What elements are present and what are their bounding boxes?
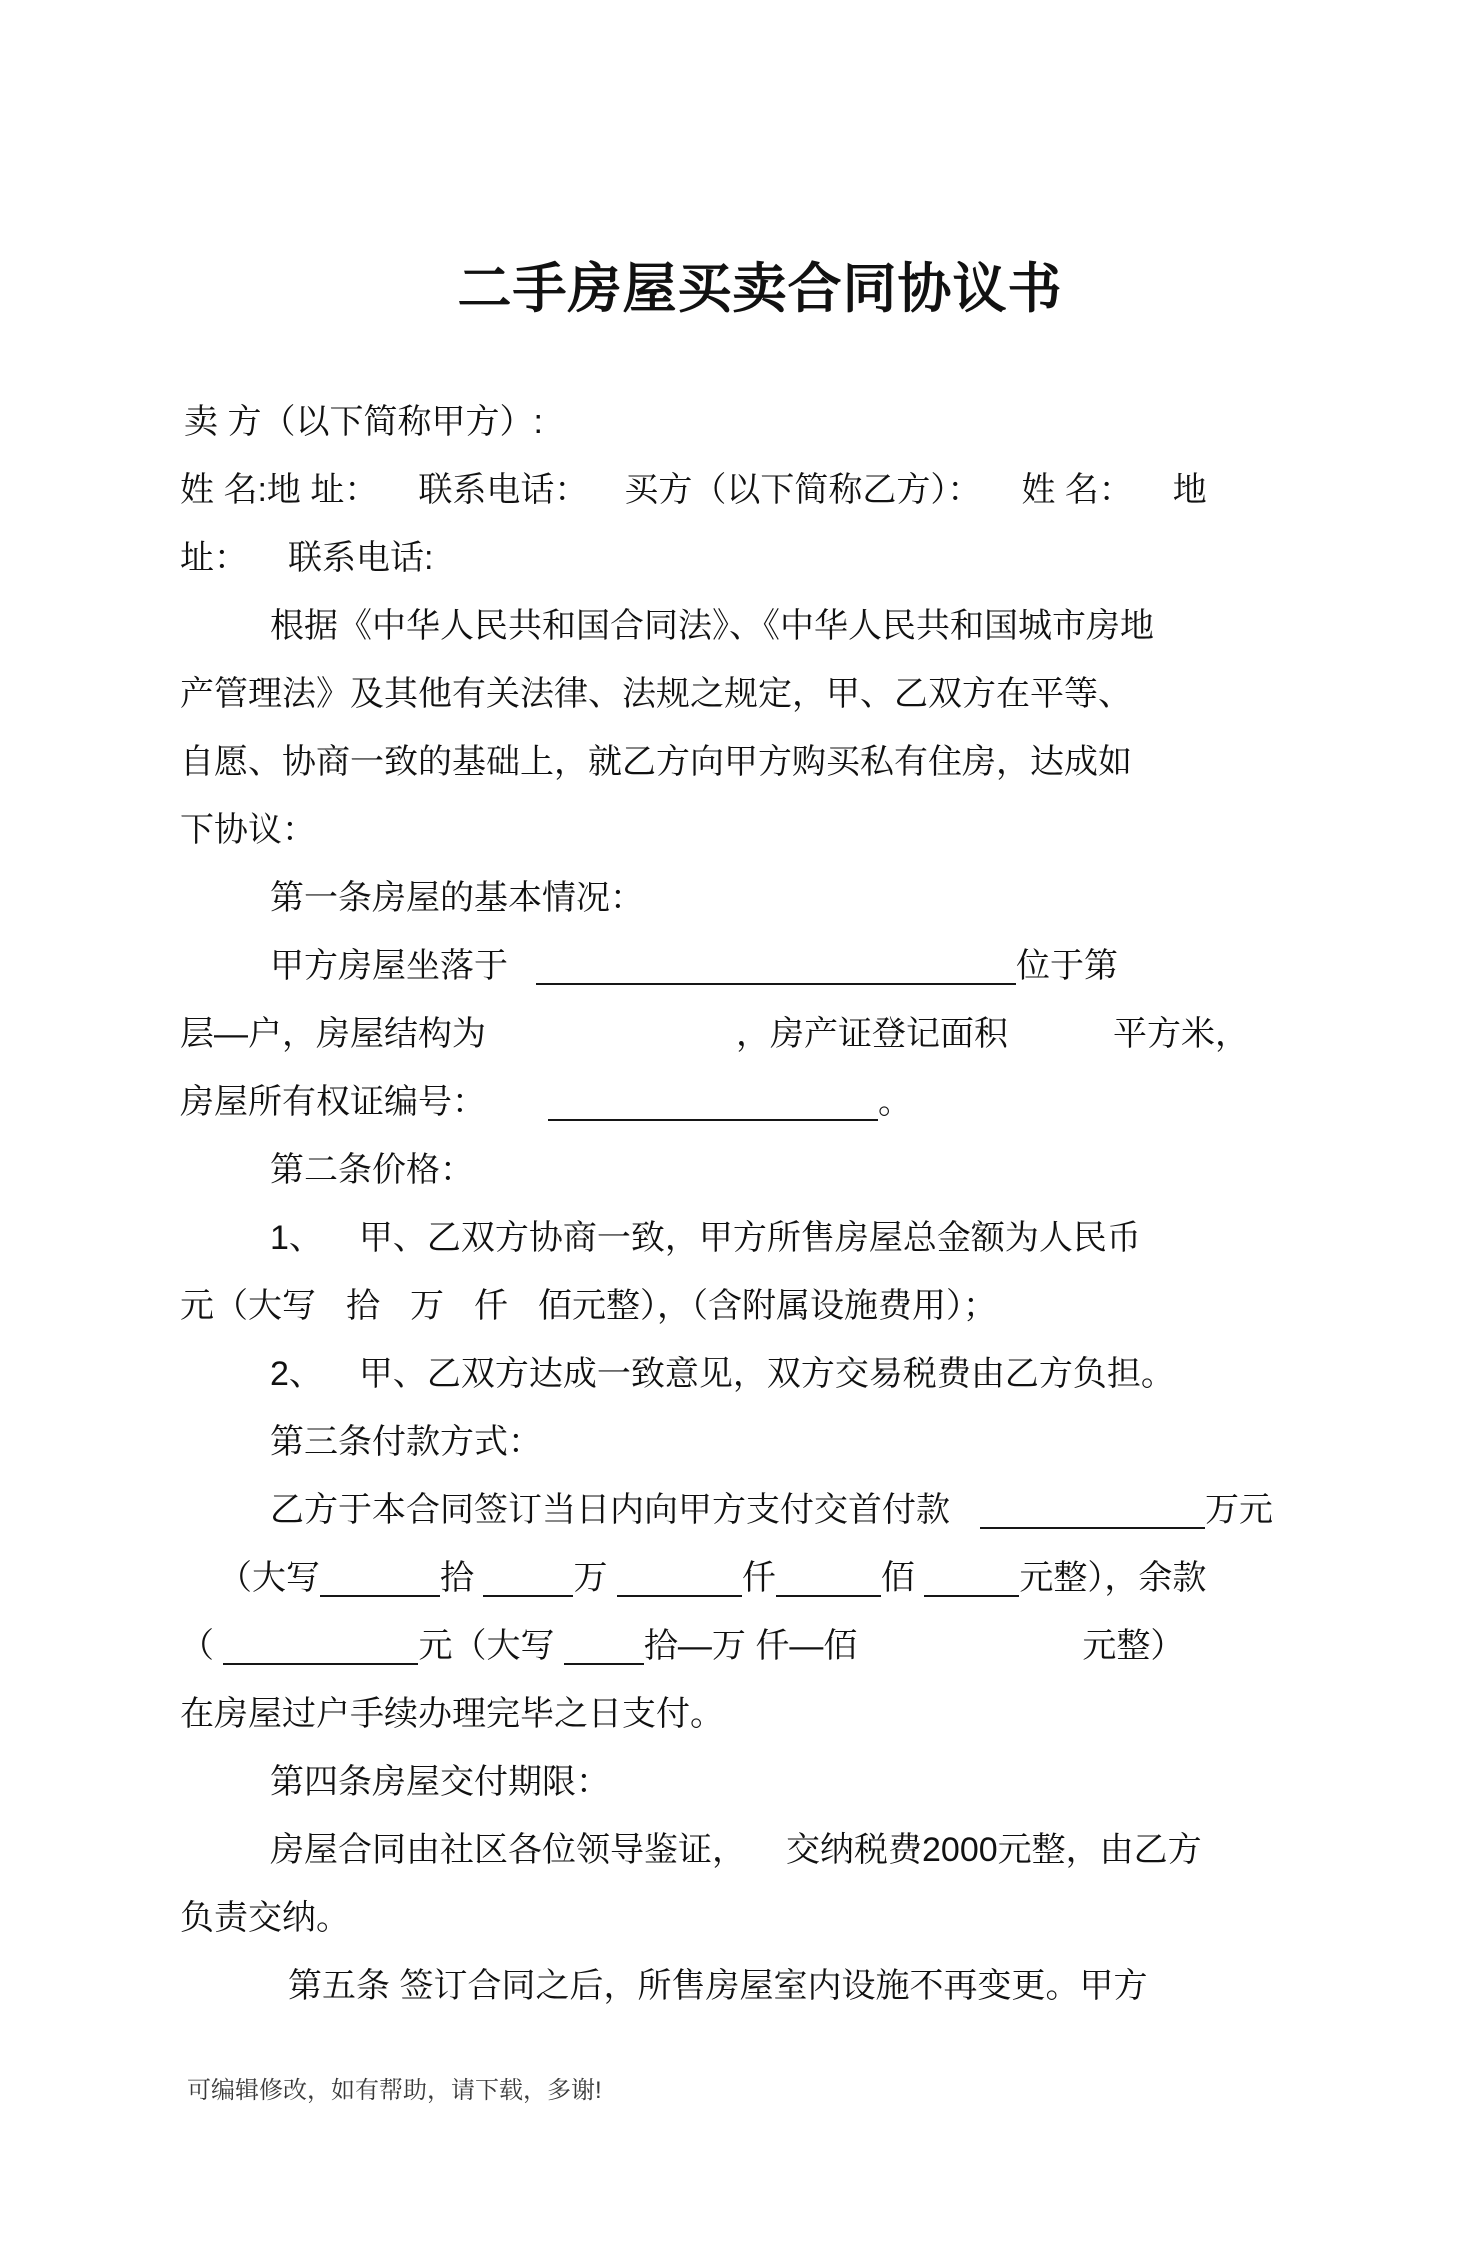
text-segment: 姓 名：	[1021, 471, 1133, 509]
blank-underline	[548, 1109, 878, 1121]
text-segment: 拾	[440, 1559, 484, 1597]
text-segment: 姓 名:地 址：	[180, 471, 379, 509]
text-segment: 第四条房屋交付期限：	[270, 1763, 610, 1801]
text-segment: 第三条付款方式：	[270, 1423, 542, 1461]
text-segment: 在房屋过户手续办理完毕之日支付。	[180, 1695, 724, 1733]
blank-gap	[588, 500, 624, 501]
text-line	[180, 660, 1400, 728]
text-segment: （大写	[218, 1559, 320, 1597]
text-segment: 卖 方（以下简称甲方）:	[184, 403, 543, 441]
text-segment: 位于第	[1016, 947, 1118, 985]
blank-gap	[248, 568, 288, 569]
blank-gap	[981, 500, 1021, 501]
text-segment: （	[180, 1627, 224, 1665]
blank-underline	[980, 1517, 1205, 1529]
text-line	[180, 1340, 1400, 1408]
blank-gap	[378, 500, 418, 501]
text-segment: 元（大写	[180, 1287, 316, 1325]
text-line	[180, 796, 1400, 864]
text-segment: 1、	[270, 1219, 323, 1257]
text-segment: 第一条房屋的基本情况：	[270, 879, 644, 917]
text-segment: 层—户，房屋结构为	[180, 1015, 486, 1053]
text-segment: ，房产证登记面积	[736, 1015, 1008, 1053]
document-body	[180, 388, 1400, 2020]
text-segment: 。	[878, 1083, 912, 1121]
text-segment: 元整）	[1082, 1627, 1185, 1665]
text-segment: 万	[410, 1287, 444, 1325]
text-line	[180, 864, 1400, 932]
text-segment: 万	[573, 1559, 617, 1597]
document-title: 二手房屋买卖合同协议书	[457, 259, 1063, 319]
blank-gap	[950, 1520, 980, 1521]
text-segment: 元整），余款	[1019, 1559, 1207, 1597]
text-segment: 拾—万 仟—佰	[643, 1627, 858, 1665]
text-line	[180, 1476, 1400, 1544]
text-segment: 甲、乙双方达成一致意见，双方交易税费由乙方负担。	[358, 1355, 1175, 1393]
text-line	[180, 1952, 1400, 2020]
blank-gap	[486, 1112, 548, 1113]
text-line	[180, 932, 1400, 1000]
text-segment: 联系电话：	[418, 471, 589, 509]
blank-underline	[564, 1653, 644, 1665]
text-line	[180, 1544, 1400, 1612]
text-line	[180, 388, 1400, 456]
blank-underline	[483, 1585, 573, 1597]
text-segment: 第二条价格：	[270, 1151, 474, 1189]
blank-underline	[617, 1585, 742, 1597]
text-segment: 元（大写	[418, 1627, 564, 1665]
blank-gap	[380, 1316, 410, 1317]
text-segment: 负责交纳。	[180, 1899, 350, 1937]
blank-gap	[1008, 1044, 1113, 1045]
blank-underline	[776, 1585, 881, 1597]
text-segment: 联系电话:	[288, 539, 434, 577]
text-segment: 址：	[180, 539, 248, 577]
text-line	[180, 1816, 1400, 1884]
text-segment: 地	[1172, 471, 1207, 509]
text-segment: 乙方于本合同签订当日内向甲方支付交首付款	[270, 1491, 950, 1529]
text-segment: 甲、乙双方协商一致，甲方所售房屋总金额为人民币	[358, 1219, 1141, 1257]
text-line	[180, 456, 1400, 524]
text-segment: 根据《中华人民共和国合同法》、《中华人民共和国城市房地	[270, 607, 1154, 645]
text-segment: 下协议：	[180, 811, 316, 849]
blank-gap	[486, 1044, 736, 1045]
blank-gap	[316, 1316, 346, 1317]
text-segment: 房屋所有权证编号：	[180, 1083, 486, 1121]
text-segment: 2、	[270, 1355, 323, 1393]
text-line	[180, 524, 1400, 592]
text-segment: 仟	[741, 1559, 776, 1597]
text-line	[180, 1000, 1400, 1068]
text-segment: 佰元整），（含附属设施费用）；	[538, 1287, 997, 1325]
text-segment: 自愿、协商一致的基础上，就乙方向甲方购买私有住房，达成如	[180, 743, 1132, 781]
text-line	[180, 1408, 1400, 1476]
footer-note: 可编辑修改，如有帮助，请下载，多谢!	[187, 2077, 602, 2104]
text-line	[180, 1068, 1400, 1136]
text-segment: 平方米，	[1113, 1015, 1249, 1053]
text-line	[180, 1884, 1400, 1952]
blank-gap	[323, 1248, 359, 1249]
blank-underline	[320, 1585, 440, 1597]
text-segment: 仟	[474, 1287, 508, 1325]
text-segment: 万元	[1205, 1491, 1273, 1529]
text-line	[180, 1136, 1400, 1204]
blank-gap	[508, 1316, 538, 1317]
text-segment: 甲方房屋坐落于	[270, 947, 508, 985]
blank-gap	[857, 1656, 1082, 1657]
blank-gap	[1133, 500, 1173, 501]
blank-underline	[924, 1585, 1019, 1597]
text-line	[180, 1748, 1400, 1816]
blank-gap	[746, 1860, 786, 1861]
text-line	[180, 592, 1400, 660]
text-line	[180, 1204, 1400, 1272]
text-line	[180, 1680, 1400, 1748]
text-line	[180, 728, 1400, 796]
text-segment: 房屋合同由社区各位领导鉴证，	[270, 1831, 746, 1869]
blank-gap	[323, 1384, 359, 1385]
blank-gap	[508, 976, 536, 977]
text-line	[180, 1612, 1400, 1680]
blank-underline	[536, 973, 1016, 985]
text-segment: 第五条 签订合同之后，所售房屋室内设施不再变更。甲方	[288, 1967, 1148, 2005]
text-segment: 佰	[880, 1559, 925, 1597]
text-segment: 产管理法》及其他有关法律、法规之规定，甲、乙双方在平等、	[180, 675, 1132, 713]
text-segment: 交纳税费2000元整，由乙方	[786, 1831, 1202, 1869]
text-segment: 买方（以下简称乙方）：	[624, 471, 982, 509]
text-line	[180, 1272, 1400, 1340]
blank-underline	[223, 1653, 418, 1665]
blank-gap	[444, 1316, 474, 1317]
text-segment: 拾	[346, 1287, 380, 1325]
